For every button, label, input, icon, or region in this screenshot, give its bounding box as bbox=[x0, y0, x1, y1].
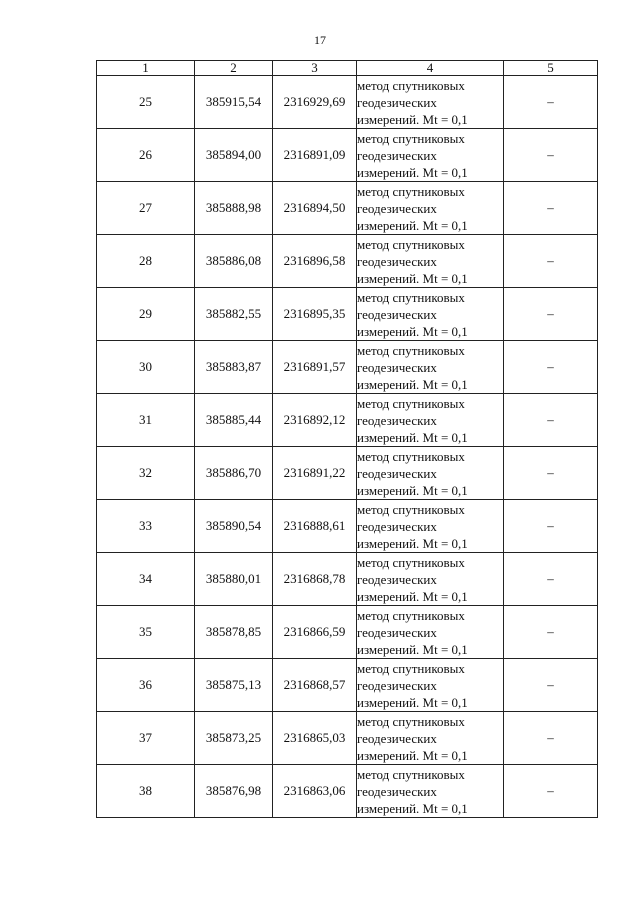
point-number-cell: 28 bbox=[97, 235, 195, 288]
method-cell bbox=[357, 182, 504, 235]
point-number-cell: 26 bbox=[97, 129, 195, 182]
table-row bbox=[97, 129, 598, 182]
y-coordinate-cell: 2316896,58 bbox=[273, 235, 357, 288]
method-line: метод спутниковых bbox=[357, 342, 465, 358]
method-line: измерений. Mt = 0,1 bbox=[357, 429, 468, 445]
method-line: измерений. Mt = 0,1 bbox=[357, 482, 468, 498]
header-col-3: 3 bbox=[273, 61, 357, 76]
method-line: метод спутниковых bbox=[357, 607, 465, 623]
header-col-5: 5 bbox=[504, 61, 598, 76]
method-line: метод спутниковых bbox=[357, 660, 465, 676]
note-cell: – bbox=[504, 76, 598, 129]
x-coordinate-cell: 385915,54 bbox=[195, 76, 273, 129]
method-cell bbox=[357, 659, 504, 712]
y-coordinate-cell: 2316863,06 bbox=[273, 765, 357, 818]
note-cell: – bbox=[504, 394, 598, 447]
method-line: геодезических bbox=[357, 306, 437, 322]
point-number-cell: 36 bbox=[97, 659, 195, 712]
note-cell: – bbox=[504, 129, 598, 182]
table-row bbox=[97, 765, 598, 818]
method-line: измерений. Mt = 0,1 bbox=[357, 270, 468, 286]
method-line: измерений. Mt = 0,1 bbox=[357, 323, 468, 339]
y-coordinate-cell: 2316929,69 bbox=[273, 76, 357, 129]
header-col-2: 2 bbox=[195, 61, 273, 76]
method-cell bbox=[357, 500, 504, 553]
method-cell bbox=[357, 341, 504, 394]
method-line: измерений. Mt = 0,1 bbox=[357, 111, 468, 127]
method-line: измерений. Mt = 0,1 bbox=[357, 641, 468, 657]
y-coordinate-cell: 2316895,35 bbox=[273, 288, 357, 341]
page-number: 17 bbox=[314, 33, 326, 47]
coordinates-table bbox=[96, 60, 598, 818]
method-line: измерений. Mt = 0,1 bbox=[357, 217, 468, 233]
table-header-row bbox=[97, 61, 598, 76]
method-cell bbox=[357, 76, 504, 129]
method-line: измерений. Mt = 0,1 bbox=[357, 535, 468, 551]
point-number-cell: 35 bbox=[97, 606, 195, 659]
note-cell: – bbox=[504, 288, 598, 341]
method-line: метод спутниковых bbox=[357, 713, 465, 729]
method-cell bbox=[357, 394, 504, 447]
point-number-cell: 25 bbox=[97, 76, 195, 129]
y-coordinate-cell: 2316866,59 bbox=[273, 606, 357, 659]
x-coordinate-cell: 385882,55 bbox=[195, 288, 273, 341]
method-line: метод спутниковых bbox=[357, 501, 465, 517]
header-col-1: 1 bbox=[97, 61, 195, 76]
y-coordinate-cell: 2316894,50 bbox=[273, 182, 357, 235]
point-number-cell: 30 bbox=[97, 341, 195, 394]
table-row bbox=[97, 394, 598, 447]
note-cell: – bbox=[504, 447, 598, 500]
point-number-cell: 29 bbox=[97, 288, 195, 341]
method-line: измерений. Mt = 0,1 bbox=[357, 800, 468, 816]
y-coordinate-cell: 2316868,78 bbox=[273, 553, 357, 606]
note-cell: – bbox=[504, 500, 598, 553]
method-line: метод спутниковых bbox=[357, 236, 465, 252]
point-number-cell: 32 bbox=[97, 447, 195, 500]
x-coordinate-cell: 385873,25 bbox=[195, 712, 273, 765]
note-cell: – bbox=[504, 341, 598, 394]
method-cell bbox=[357, 553, 504, 606]
method-line: геодезических bbox=[357, 465, 437, 481]
y-coordinate-cell: 2316865,03 bbox=[273, 712, 357, 765]
table-row bbox=[97, 659, 598, 712]
table-row bbox=[97, 235, 598, 288]
note-cell: – bbox=[504, 182, 598, 235]
table-row bbox=[97, 76, 598, 129]
method-line: измерений. Mt = 0,1 bbox=[357, 588, 468, 604]
table-body bbox=[97, 76, 598, 818]
method-line: метод спутниковых bbox=[357, 448, 465, 464]
point-number-cell: 37 bbox=[97, 712, 195, 765]
table-row bbox=[97, 553, 598, 606]
header-col-4: 4 bbox=[357, 61, 504, 76]
method-cell bbox=[357, 606, 504, 659]
x-coordinate-cell: 385883,87 bbox=[195, 341, 273, 394]
note-cell: – bbox=[504, 659, 598, 712]
note-cell: – bbox=[504, 712, 598, 765]
y-coordinate-cell: 2316891,57 bbox=[273, 341, 357, 394]
x-coordinate-cell: 385886,08 bbox=[195, 235, 273, 288]
note-cell: – bbox=[504, 553, 598, 606]
point-number-cell: 31 bbox=[97, 394, 195, 447]
table-row bbox=[97, 182, 598, 235]
method-line: метод спутниковых bbox=[357, 130, 465, 146]
method-line: измерений. Mt = 0,1 bbox=[357, 747, 468, 763]
method-line: метод спутниковых bbox=[357, 183, 465, 199]
note-cell: – bbox=[504, 606, 598, 659]
method-cell bbox=[357, 765, 504, 818]
x-coordinate-cell: 385886,70 bbox=[195, 447, 273, 500]
note-cell: – bbox=[504, 235, 598, 288]
method-cell bbox=[357, 712, 504, 765]
y-coordinate-cell: 2316868,57 bbox=[273, 659, 357, 712]
table-row bbox=[97, 500, 598, 553]
x-coordinate-cell: 385876,98 bbox=[195, 765, 273, 818]
method-cell bbox=[357, 288, 504, 341]
method-line: геодезических bbox=[357, 200, 437, 216]
x-coordinate-cell: 385875,13 bbox=[195, 659, 273, 712]
x-coordinate-cell: 385878,85 bbox=[195, 606, 273, 659]
method-line: измерений. Mt = 0,1 bbox=[357, 164, 468, 180]
x-coordinate-cell: 385894,00 bbox=[195, 129, 273, 182]
table-row bbox=[97, 447, 598, 500]
method-cell bbox=[357, 129, 504, 182]
method-line: геодезических bbox=[357, 624, 437, 640]
method-line: геодезических bbox=[357, 94, 437, 110]
method-line: метод спутниковых bbox=[357, 395, 465, 411]
method-line: геодезических bbox=[357, 677, 437, 693]
table-row bbox=[97, 288, 598, 341]
x-coordinate-cell: 385885,44 bbox=[195, 394, 273, 447]
method-line: метод спутниковых bbox=[357, 554, 465, 570]
method-line: геодезических bbox=[357, 571, 437, 587]
method-line: метод спутниковых bbox=[357, 289, 465, 305]
point-number-cell: 33 bbox=[97, 500, 195, 553]
method-line: метод спутниковых bbox=[357, 766, 465, 782]
table-row bbox=[97, 606, 598, 659]
method-line: метод спутниковых bbox=[357, 77, 465, 93]
point-number-cell: 27 bbox=[97, 182, 195, 235]
y-coordinate-cell: 2316891,09 bbox=[273, 129, 357, 182]
x-coordinate-cell: 385888,98 bbox=[195, 182, 273, 235]
method-line: геодезических bbox=[357, 359, 437, 375]
point-number-cell: 38 bbox=[97, 765, 195, 818]
x-coordinate-cell: 385880,01 bbox=[195, 553, 273, 606]
method-line: геодезических bbox=[357, 412, 437, 428]
method-line: геодезических bbox=[357, 253, 437, 269]
method-line: измерений. Mt = 0,1 bbox=[357, 694, 468, 710]
table-row bbox=[97, 712, 598, 765]
method-line: геодезических bbox=[357, 147, 437, 163]
point-number-cell: 34 bbox=[97, 553, 195, 606]
x-coordinate-cell: 385890,54 bbox=[195, 500, 273, 553]
y-coordinate-cell: 2316891,22 bbox=[273, 447, 357, 500]
method-line: измерений. Mt = 0,1 bbox=[357, 376, 468, 392]
method-line: геодезических bbox=[357, 518, 437, 534]
method-line: геодезических bbox=[357, 783, 437, 799]
method-line: геодезических bbox=[357, 730, 437, 746]
method-cell bbox=[357, 235, 504, 288]
table-row bbox=[97, 341, 598, 394]
y-coordinate-cell: 2316892,12 bbox=[273, 394, 357, 447]
note-cell: – bbox=[504, 765, 598, 818]
method-cell bbox=[357, 447, 504, 500]
y-coordinate-cell: 2316888,61 bbox=[273, 500, 357, 553]
